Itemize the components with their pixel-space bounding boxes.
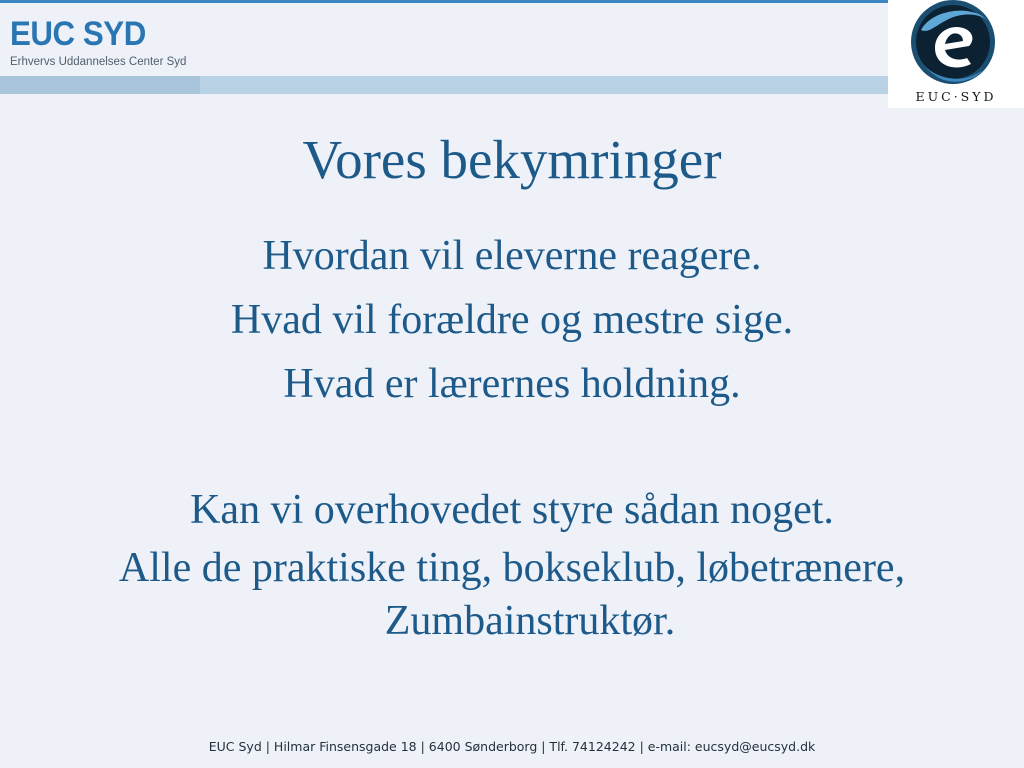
logo: [888, 0, 1024, 108]
euc-syd-circle-logo-icon: [905, 0, 1001, 92]
body-line-4: Kan vi overhovedet styre sådan noget.: [190, 487, 834, 533]
body-line-3: Hvad er lærernes holdning.: [283, 361, 741, 407]
logo-text: EUC·SYD: [915, 89, 997, 104]
slide-title: Vores bekymringer: [302, 129, 722, 190]
top-accent-line: [0, 0, 1024, 3]
body-line-1: Hvordan vil eleverne reagere.: [262, 233, 762, 279]
brand-name: EUC SYD: [10, 15, 146, 53]
brand-wordmark: [10, 14, 196, 76]
brand-subtitle: Erhvervs Uddannelses Center Syd: [10, 56, 187, 68]
slide-body: [110, 224, 914, 648]
footer: EUC Syd | Hilmar Finsensgade 18 | 6400 Sønderborg | Tlf. 74124242 | e-mail: eucsyd@eucsyd.dk: [208, 739, 816, 754]
body-line-2: Hvad vil forældre og mestre sige.: [230, 297, 794, 343]
body-spacer: [110, 416, 914, 478]
body-line-5: Alle de praktiske ting, bokseklub, løbetrænere, Zumbainstruktør.: [118, 545, 906, 644]
header-band-left: [0, 76, 200, 94]
